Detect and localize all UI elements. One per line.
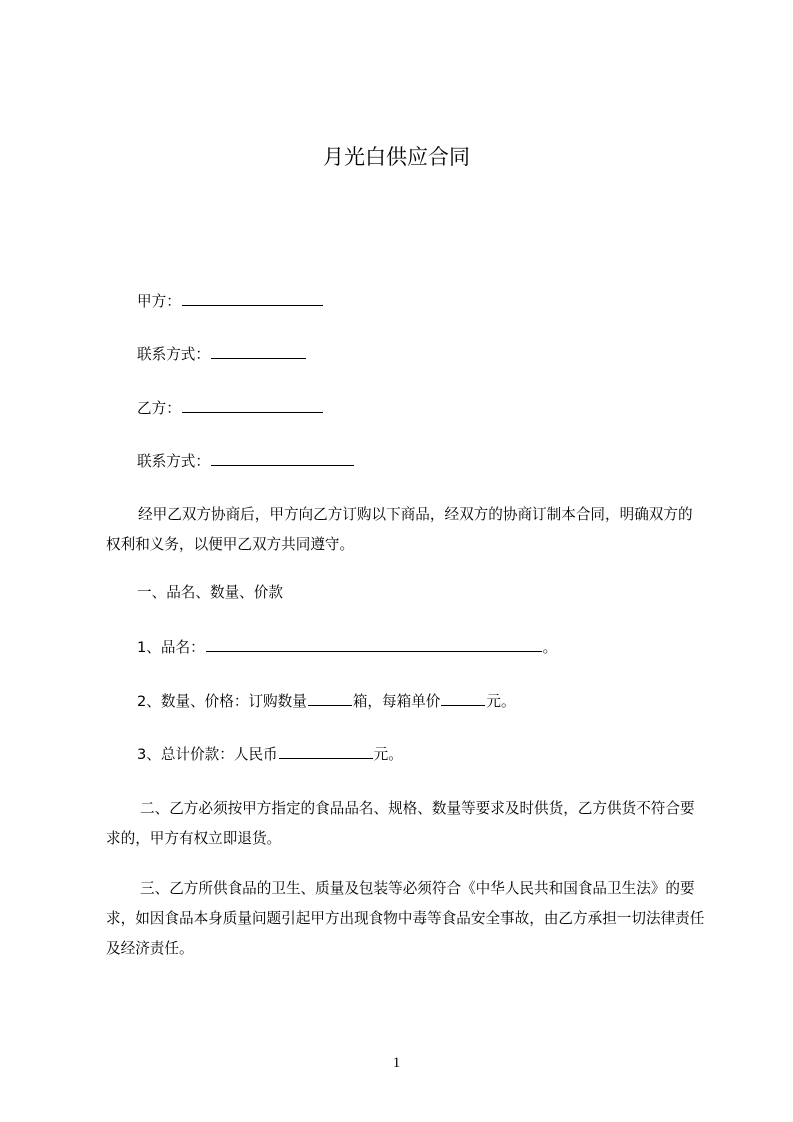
party-b-line	[137, 398, 324, 419]
party-a-label: 甲方：	[137, 293, 181, 310]
item3-line	[137, 744, 403, 765]
item2-mid: 箱，每箱单价	[352, 693, 441, 710]
contact-b-label: 联系方式：	[137, 453, 210, 470]
item1-label: 1、品名：	[137, 639, 205, 656]
quantity-blank[interactable]	[308, 691, 352, 706]
party-b-blank[interactable]	[182, 398, 323, 413]
item2-line	[137, 691, 516, 712]
item2-label: 2、数量、价格：订购数量	[137, 693, 307, 710]
page-number: 1	[392, 1055, 401, 1071]
contact-b-line	[137, 451, 355, 472]
section2-paragraph: 二、乙方必须按甲方指定的食品品名、规格、数量等要求及时供货，乙方供货不符合要求的，甲方有权立即退货。	[106, 800, 695, 847]
section1-heading: 一、品名、数量、价款	[137, 584, 283, 601]
intro-paragraph: 经甲乙双方协商后，甲方向乙方订购以下商品，经双方的协商订制本合同，明确双方的权利和义务，以便甲乙双方共同遵守。	[106, 506, 693, 553]
item1-line	[137, 637, 557, 658]
contact-a-line	[137, 344, 307, 365]
total-price-blank[interactable]	[279, 744, 373, 759]
party-a-line	[137, 291, 324, 312]
item2-end: 元。	[486, 693, 516, 710]
item1-end: 。	[542, 639, 558, 656]
contract-title: 月光白供应合同	[323, 145, 470, 169]
contact-a-label: 联系方式：	[137, 346, 210, 363]
unit-price-blank[interactable]	[441, 691, 485, 706]
section3-paragraph: 三、乙方所供食品的卫生、质量及包装等必须符合《中华人民共和国食品卫生法》的要求，如因食品本身质量问题引起甲方出现食物中毒等食品安全事故，由乙方承担一切法律责任及经济责任。	[106, 880, 705, 957]
party-a-blank[interactable]	[182, 291, 323, 306]
item1-blank[interactable]	[206, 637, 542, 652]
party-b-label: 乙方：	[137, 400, 181, 417]
item3-label: 3、总计价款：人民币	[137, 746, 278, 763]
item3-end: 元。	[373, 746, 403, 763]
contact-b-blank[interactable]	[211, 451, 354, 466]
contact-a-blank[interactable]	[211, 344, 306, 359]
